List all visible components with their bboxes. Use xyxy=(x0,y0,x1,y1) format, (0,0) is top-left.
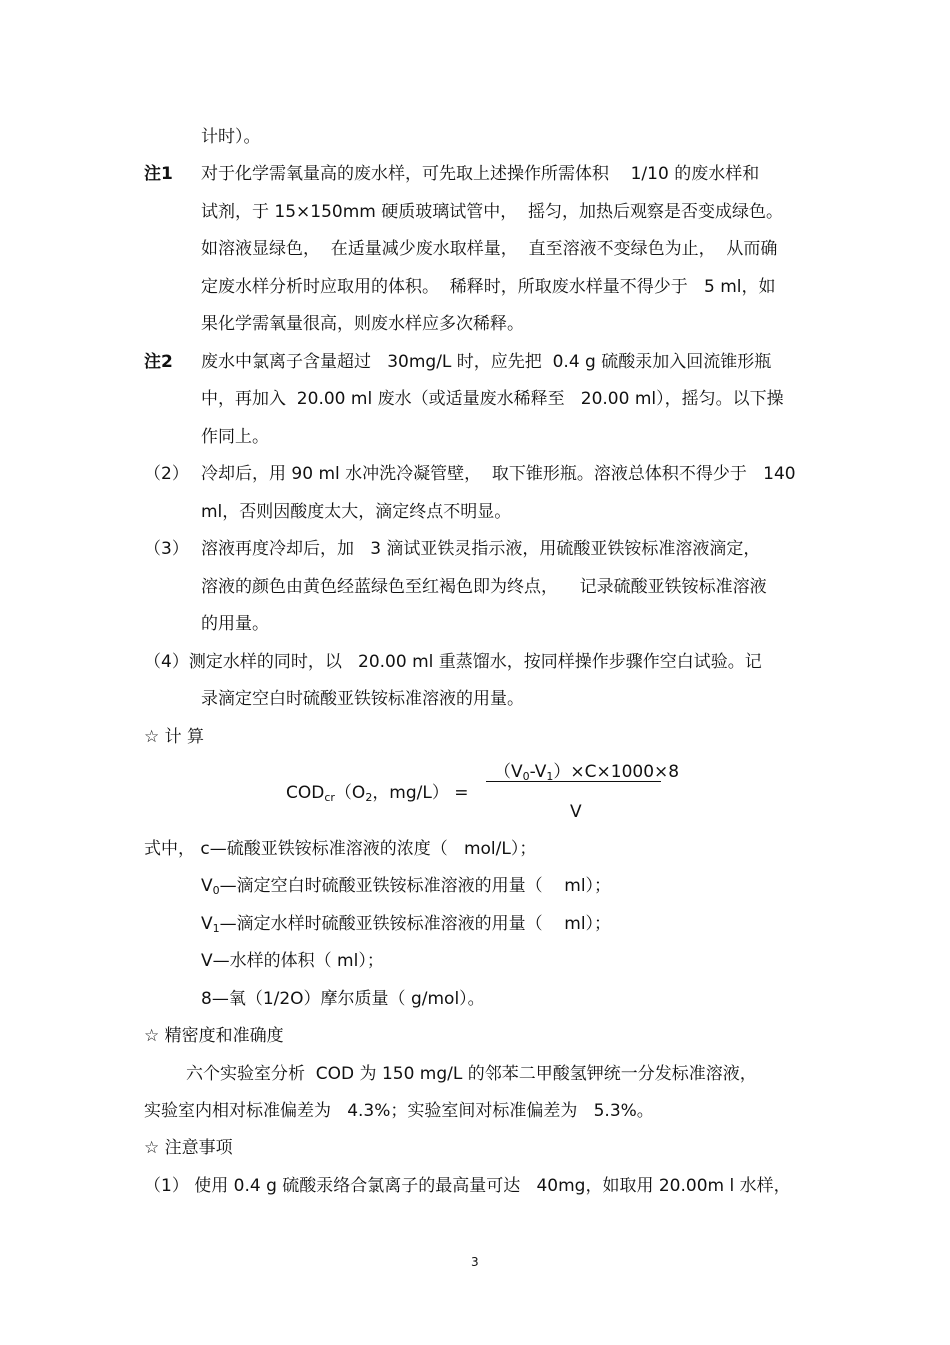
step-label: （2） xyxy=(144,464,189,484)
text-line: 实验室内相对标准偏差为 4.3%；实验室间对标准偏差为 5.3%。 xyxy=(144,1101,654,1121)
text-line: V—水样的体积（ ml）； xyxy=(201,951,384,971)
text-line: 溶液的颜色由黄色经蓝绿色至红褐色即为终点， 记录硫酸亚铁铵标准溶液 xyxy=(201,577,767,597)
text-line: $V_1—$滴定水样时硫酸亚铁铵标准溶液的用量（ ml）； xyxy=(201,914,612,935)
note-label: 注2 xyxy=(144,352,173,372)
text-line: 如溶液显绿色， 在适量减少废水取样量， 直至溶液不变绿色为止， 从而确 xyxy=(201,239,778,259)
formula-numerator: $(V_0-V_1)\times C\times 1000\times 8$ xyxy=(494,762,680,783)
text-line: 六个实验室分析 COD 为 150 mg/L 的邻苯二甲酸氢钾统一分发标准溶液， xyxy=(186,1064,757,1084)
text-line: $V_0—$滴定空白时硫酸亚铁铵标准溶液的用量（ ml）； xyxy=(201,876,612,897)
section-heading: ☆ 精密度和准确度 xyxy=(144,1026,284,1046)
text-line: 试剂，于 15×150mm 硬质玻璃试管中， 摇匀，加热后观察是否变成绿色。 xyxy=(201,202,784,222)
text-line: ml，否则因酸度太大，滴定终点不明显。 xyxy=(201,502,512,522)
section-heading: ☆ 计 算 xyxy=(144,727,205,747)
text-line: 计时）。 xyxy=(201,127,261,147)
text-line: 录滴定空白时硫酸亚铁铵标准溶液的用量。 xyxy=(201,689,524,709)
text-line: 定废水样分析时应取用的体积。 稀释时，所取废水样量不得少于 5 ml，如 xyxy=(201,277,776,297)
fraction-bar xyxy=(486,781,661,782)
text-line: 作同上。 xyxy=(201,427,269,447)
text-line: 对于化学需氧量高的废水样，可先取上述操作所需体积 1/10 的废水样和 xyxy=(201,164,760,184)
text-line: 溶液再度冷却后，加 3 滴试亚铁灵指示液，用硫酸亚铁铵标准溶液滴定， xyxy=(201,539,761,559)
text-line: 冷却后，用 90 ml 水冲洗冷凝管壁， 取下锥形瓶。溶液总体积不得少于 140 xyxy=(201,464,796,484)
text-line: 式中， c—硫酸亚铁铵标准溶液的浓度（ mol/L）； xyxy=(144,839,537,859)
text-line: 中，再加入 20.00 ml 废水（或适量废水稀释至 20.00 ml），摇匀。以下操 xyxy=(201,389,784,409)
text-line: 废水中氯离子含量超过 30mg/L 时，应先把 0.4 g 硫酸汞加入回流锥形瓶 xyxy=(201,352,772,372)
text-line: 果化学需氧量很高，则废水样应多次稀释。 xyxy=(201,314,524,334)
text-line: （4）测定水样的同时，以 20.00 ml 重蒸馏水，按同样操作步骤作空白试验。记 xyxy=(144,652,762,672)
note-label: 注1 xyxy=(144,164,173,184)
formula-denominator: V xyxy=(570,802,582,822)
page-number: 3 xyxy=(471,1255,479,1269)
formula-lhs: $COD_{cr}(O_2$，mg/L） = xyxy=(286,783,469,804)
step-label: （3） xyxy=(144,539,189,559)
section-heading: ☆ 注意事项 xyxy=(144,1138,233,1158)
text-line: 8—氧（1/2O）摩尔质量（ g/mol）。 xyxy=(201,989,485,1009)
text-line: （1） 使用 0.4 g 硫酸汞络合氯离子的最高量可达 40mg，如取用 20.00m l 水样， xyxy=(144,1176,791,1196)
text-line: 的用量。 xyxy=(201,614,269,634)
